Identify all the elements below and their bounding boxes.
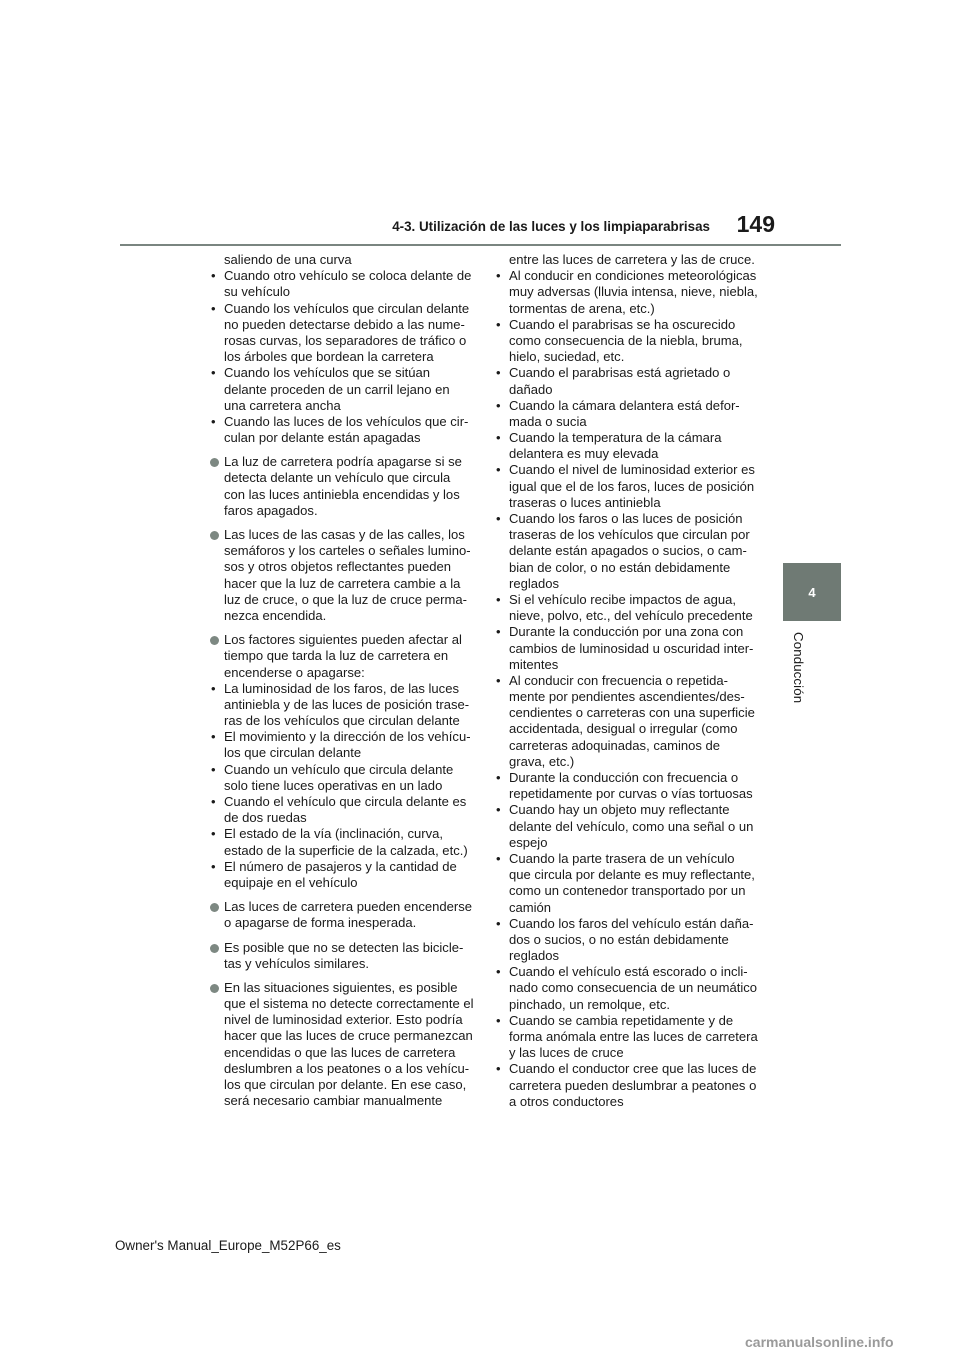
list-item-line	[209, 268, 477, 284]
paragraph-line: que el sistema no detecte correctamente el	[224, 996, 474, 1012]
paragraph-line: tas y vehículos similares.	[224, 955, 370, 971]
list-bullet: •	[496, 624, 501, 640]
list-item-continuation: muy adversas (lluvia intensa, nieve, niebla,	[509, 284, 758, 300]
list-item-text: Cuando el vehículo está escorado o incli-	[509, 964, 748, 980]
list-item-continuation: solo tiene luces operativas en un lado	[224, 777, 443, 793]
list-item	[494, 851, 756, 916]
list-item	[209, 729, 477, 761]
list-item	[494, 802, 756, 851]
list-item-text: Cuando los vehículos que se sitúan	[224, 365, 430, 381]
list-item-continuation: nieve, polvo, etc., del vehículo precedente	[509, 608, 753, 624]
list-item	[209, 859, 477, 891]
list-item-line	[209, 365, 477, 381]
list-item-text: Al conducir en condiciones meteorológicas	[509, 268, 757, 284]
paragraph-line: con las luces antiniebla encendidas y los	[224, 486, 460, 502]
paragraph-line: encendidas o que las luces de carretera	[224, 1044, 456, 1060]
list-item-continuation: como consecuencia de la niebla, bruma,	[509, 332, 743, 348]
list-item	[209, 794, 477, 826]
list-item-line	[209, 681, 477, 697]
list-item-line	[209, 859, 477, 875]
list-item-continuation: hielo, suciedad, etc.	[509, 349, 625, 365]
list-item-continuation: antiniebla y de las luces de posición trase-	[224, 696, 470, 712]
list-item-continuation: dañado	[509, 381, 553, 397]
list-item-continuation: pinchado, un remolque, etc.	[509, 996, 671, 1012]
list-item-continuation: accidentada, desigual o irregular (como	[509, 721, 738, 737]
list-item-line	[209, 729, 477, 745]
list-item-text: Durante la conducción por una zona con	[509, 624, 744, 640]
list-item-continuation: delante proceden de un carril lejano en	[224, 381, 450, 397]
list-item	[209, 681, 477, 730]
list-item-line	[494, 365, 756, 381]
paragraph-line: hacer que las luces de cruce permanezcan	[224, 1028, 473, 1044]
list-item-continuation: como un contenedor transportado por un	[509, 883, 746, 899]
list-item-text: Cuando el vehículo que circula delante es	[224, 794, 467, 809]
list-item-line	[494, 964, 756, 980]
chapter-tab	[783, 563, 841, 621]
left-column	[209, 252, 477, 1109]
list-item-continuation: mada o sucia	[509, 413, 587, 429]
list-item-text: El movimiento y la dirección de los vehícu-	[224, 729, 471, 745]
paragraph-line: faros apagados.	[224, 502, 318, 518]
list-item-continuation: los que circulan delante	[224, 745, 362, 761]
list-item-continuation: carreteras adoquinadas, caminos de	[509, 737, 721, 753]
list-item-continuation: delante están apagados o sucios, o cam-	[509, 543, 747, 559]
list-item-text: Cuando los faros del vehículo están daña-	[509, 915, 754, 931]
list-item-continuation: que circula por delante es muy reflectante,	[509, 867, 755, 883]
list-bullet: •	[211, 268, 216, 284]
list-item	[494, 1013, 756, 1062]
watermark: carmanualsonline.info	[745, 1334, 894, 1350]
paragraph-line: En las situaciones siguientes, es posible	[224, 979, 458, 995]
paragraph-line: deslumbren a los peatones o a los vehícu-	[224, 1060, 470, 1076]
list-item-text: Cuando la cámara delantera está defor-	[509, 397, 740, 413]
list-bullet: •	[496, 915, 501, 931]
list-item-line	[494, 268, 756, 284]
list-item-continuation: delantera es muy elevada	[509, 446, 659, 462]
list-item-continuation: tormentas de arena, etc.)	[509, 300, 655, 316]
list-item-line	[494, 802, 756, 818]
list-bullet: •	[211, 761, 216, 777]
paragraph-line: sos y otros objetos reflectantes pueden	[224, 559, 452, 575]
list-item-continuation: bian de color, o no están debidamente	[509, 559, 731, 575]
footer-text: Owner's Manual_Europe_M52P66_es	[115, 1238, 341, 1253]
list-item-continuation: traseras de los vehículos que circulan por	[509, 527, 750, 543]
list-item-line	[209, 414, 477, 430]
list-bullet: •	[496, 964, 501, 980]
paragraph-line: nivel de luminosidad exterior. Esto podría	[224, 1012, 463, 1028]
list-item-continuation: y las luces de cruce	[509, 1045, 624, 1061]
list-bullet: •	[211, 858, 216, 874]
list-bullet: •	[496, 770, 501, 785]
list-bullet: •	[211, 680, 216, 696]
list-item-continuation: los árboles que bordean la carretera	[224, 349, 434, 365]
paragraph-line: nezca encendida.	[224, 607, 327, 623]
list-item-text: La luminosidad de los faros, de las luces	[224, 680, 459, 696]
list-item-line	[494, 462, 756, 478]
list-item	[494, 624, 756, 673]
list-item-text: Cuando el nivel de luminosidad exterior es	[509, 462, 755, 478]
list-bullet: •	[496, 462, 501, 478]
list-item-line	[209, 762, 477, 778]
list-item-continuation: dos o sucios, o no están debidamente	[509, 931, 729, 947]
paragraph-line: o apagarse de forma inesperada.	[224, 915, 417, 931]
paragraph-line: Es posible que no se detecten las bicicle-	[224, 939, 464, 955]
list-item-text: Cuando la temperatura de la cámara	[509, 430, 722, 446]
list-bullet: •	[211, 365, 216, 381]
list-item	[209, 268, 477, 300]
list-item-line	[209, 301, 477, 317]
list-item-continuation: mente por pendientes ascendientes/des-	[509, 689, 745, 705]
list-item	[494, 268, 756, 317]
list-item	[494, 398, 756, 430]
list-item-text: Durante la conducción con frecuencia o	[509, 770, 739, 785]
paragraph-line: encenderse o apagarse:	[224, 664, 365, 680]
list-bullet: •	[496, 850, 501, 866]
list-item	[494, 916, 756, 965]
list-item-line	[494, 673, 756, 689]
paragraph-line: semáforos y los carteles o señales lumino-	[224, 543, 471, 559]
list-item-continuation: una carretera ancha	[224, 397, 341, 413]
list-item	[494, 592, 756, 624]
list-item-line	[494, 317, 756, 333]
list-bullet: •	[211, 729, 216, 745]
list-item-line	[494, 624, 756, 640]
list-item-continuation: traseras o luces antiniebla	[509, 494, 661, 510]
paragraph-line: Los factores siguientes pueden afectar al	[224, 632, 462, 648]
list-bullet: •	[496, 1012, 501, 1028]
bullet-circle-icon	[210, 531, 219, 540]
list-bullet: •	[211, 794, 216, 809]
list-item-continuation: ras de los vehículos que circulan delante	[224, 713, 460, 729]
list-item-text: El estado de la vía (inclinación, curva,	[224, 826, 444, 842]
list-item-text: Cuando hay un objeto muy reflectante	[509, 802, 730, 818]
bullet-paragraph	[209, 940, 477, 972]
list-item	[494, 462, 756, 511]
list-item-continuation: estado de la superficie de la calzada, etc.)	[224, 842, 468, 858]
list-item-continuation: cambios de luminosidad u oscuridad inter-	[509, 640, 754, 656]
list-item	[494, 1061, 756, 1110]
list-item-line	[494, 592, 756, 608]
list-item-text: Cuando el conductor cree que las luces de	[509, 1061, 757, 1077]
list-item	[494, 365, 756, 397]
list-item	[494, 430, 756, 462]
list-item-line	[209, 794, 477, 810]
list-bullet: •	[496, 316, 501, 332]
list-item-text: Cuando la parte trasera de un vehículo	[509, 850, 735, 866]
sub-list	[209, 681, 477, 891]
list-item	[209, 826, 477, 858]
list-item-continuation: igual que el de los faros, luces de posición	[509, 478, 755, 494]
header-divider	[120, 244, 841, 246]
list-item-text: Cuando un vehículo que circula delante	[224, 761, 454, 777]
bullet-paragraph	[209, 899, 477, 931]
right-column	[494, 252, 756, 1110]
paragraph-line: La luz de carretera podría apagarse si se	[224, 454, 462, 470]
list-bullet: •	[496, 591, 501, 607]
list-item-text: Al conducir con frecuencia o repetida-	[509, 672, 729, 688]
list-item-continuation: mitentes	[509, 656, 559, 672]
list-item-text: Cuando se cambia repetidamente y de	[509, 1012, 734, 1028]
paragraph-line: Las luces de las casas y de las calles, los	[224, 527, 465, 542]
list-bullet: •	[496, 268, 501, 284]
list-item-text: Cuando las luces de los vehículos que cir-	[224, 413, 469, 429]
list-item-text: Si el vehículo recibe impactos de agua,	[509, 591, 737, 607]
paragraph-line: hacer que la luz de carretera cambie a la	[224, 575, 461, 591]
list-bullet: •	[496, 397, 501, 413]
paragraph-line: será necesario cambiar manualmente	[224, 1093, 443, 1109]
list-item-text: Cuando otro vehículo se coloca delante de	[224, 268, 472, 284]
list-item	[494, 317, 756, 366]
list-item-continuation: camión	[509, 899, 552, 915]
list-item	[209, 365, 477, 414]
list-bullet: •	[211, 826, 216, 842]
list-item-text: Cuando los faros o las luces de posición	[509, 511, 743, 526]
list-item-continuation: su vehículo	[224, 284, 290, 300]
list-item	[494, 964, 756, 1013]
list-item-continuation: forma anómala entre las luces de carretera	[509, 1029, 758, 1044]
list-bullet: •	[496, 672, 501, 688]
list-item-line	[494, 1013, 756, 1029]
list-item	[494, 673, 756, 770]
list-item-line	[494, 916, 756, 932]
list-item-continuation: culan por delante están apagadas	[224, 430, 421, 446]
list-item-text: Cuando los vehículos que circulan delante	[224, 300, 470, 316]
list-item	[209, 301, 477, 366]
bullet-paragraph	[209, 632, 477, 891]
list-item-continuation: grava, etc.)	[509, 753, 575, 769]
bullet-paragraph	[209, 980, 477, 1110]
list-bullet: •	[496, 365, 501, 381]
list-item-line	[494, 398, 756, 414]
section-title: 4-3. Utilización de las luces y los limpiaparabrisas	[392, 219, 710, 234]
bullet-paragraph	[209, 454, 477, 519]
paragraph-line: Las luces de carretera pueden encenderse	[224, 899, 473, 915]
list-item	[494, 511, 756, 592]
list-bullet: •	[211, 300, 216, 316]
list-item-continuation: a otros conductores	[509, 1093, 624, 1109]
list-item-text: Cuando el parabrisas está agrietado o	[509, 365, 731, 381]
paragraph-line: los que circulan por delante. En ese caso,	[224, 1077, 467, 1092]
list-item-continuation: carretera pueden deslumbrar a peatones o	[509, 1077, 757, 1093]
list-bullet: •	[496, 511, 501, 526]
page-number: 149	[736, 211, 775, 237]
list-bullet: •	[211, 413, 216, 429]
paragraph-line: tiempo que tarda la luz de carretera en	[224, 648, 449, 664]
list-item-continuation: de dos ruedas	[224, 810, 307, 826]
paragraph-line: luz de cruce, o que la luz de cruce perma-	[224, 591, 467, 607]
list-bullet: •	[496, 1061, 501, 1077]
list-item-continuation: cendientes o carreteras con una superficie	[509, 705, 755, 721]
list-item-text: El número de pasajeros y la cantidad de	[224, 858, 457, 874]
continuation-line: entre las luces de carretera y las de cruce.	[509, 252, 755, 267]
list-item-line	[494, 430, 756, 446]
list-item-continuation: reglados	[509, 948, 560, 964]
list-item-continuation: repetidamente por curvas o vías tortuosas	[509, 786, 753, 802]
list-bullet: •	[496, 430, 501, 446]
bullet-circle-icon	[210, 944, 219, 953]
list-item-line	[494, 511, 756, 527]
list-item-line	[494, 770, 756, 786]
list-item-continuation: equipaje en el vehículo	[224, 874, 358, 890]
list-item-line	[494, 1061, 756, 1077]
list-item-continuation: rosas curvas, los separadores de tráfico o	[224, 332, 467, 348]
list-item-line	[494, 851, 756, 867]
bullet-paragraph	[209, 527, 477, 624]
list-item-continuation: reglados	[509, 575, 560, 591]
list-item-continuation: delante del vehículo, como una señal o un	[509, 818, 754, 834]
continuation-line: saliendo de una curva	[224, 252, 352, 267]
list-item	[209, 414, 477, 446]
paragraph-line: detecta delante un vehículo que circula	[224, 470, 451, 486]
list-item-line	[209, 826, 477, 842]
list-item	[209, 762, 477, 794]
list-item-continuation: espejo	[509, 834, 548, 850]
list-item-continuation: nado como consecuencia de un neumático	[509, 980, 758, 996]
bullet-circle-icon	[210, 984, 219, 993]
list-bullet: •	[496, 802, 501, 818]
list-item	[494, 770, 756, 802]
list-item-text: Cuando el parabrisas se ha oscurecido	[509, 316, 736, 332]
list-item-continuation: no pueden detectarse debido a las nume-	[224, 316, 465, 332]
chapter-number: 4	[808, 584, 816, 600]
chapter-label: Conducción	[791, 632, 806, 704]
